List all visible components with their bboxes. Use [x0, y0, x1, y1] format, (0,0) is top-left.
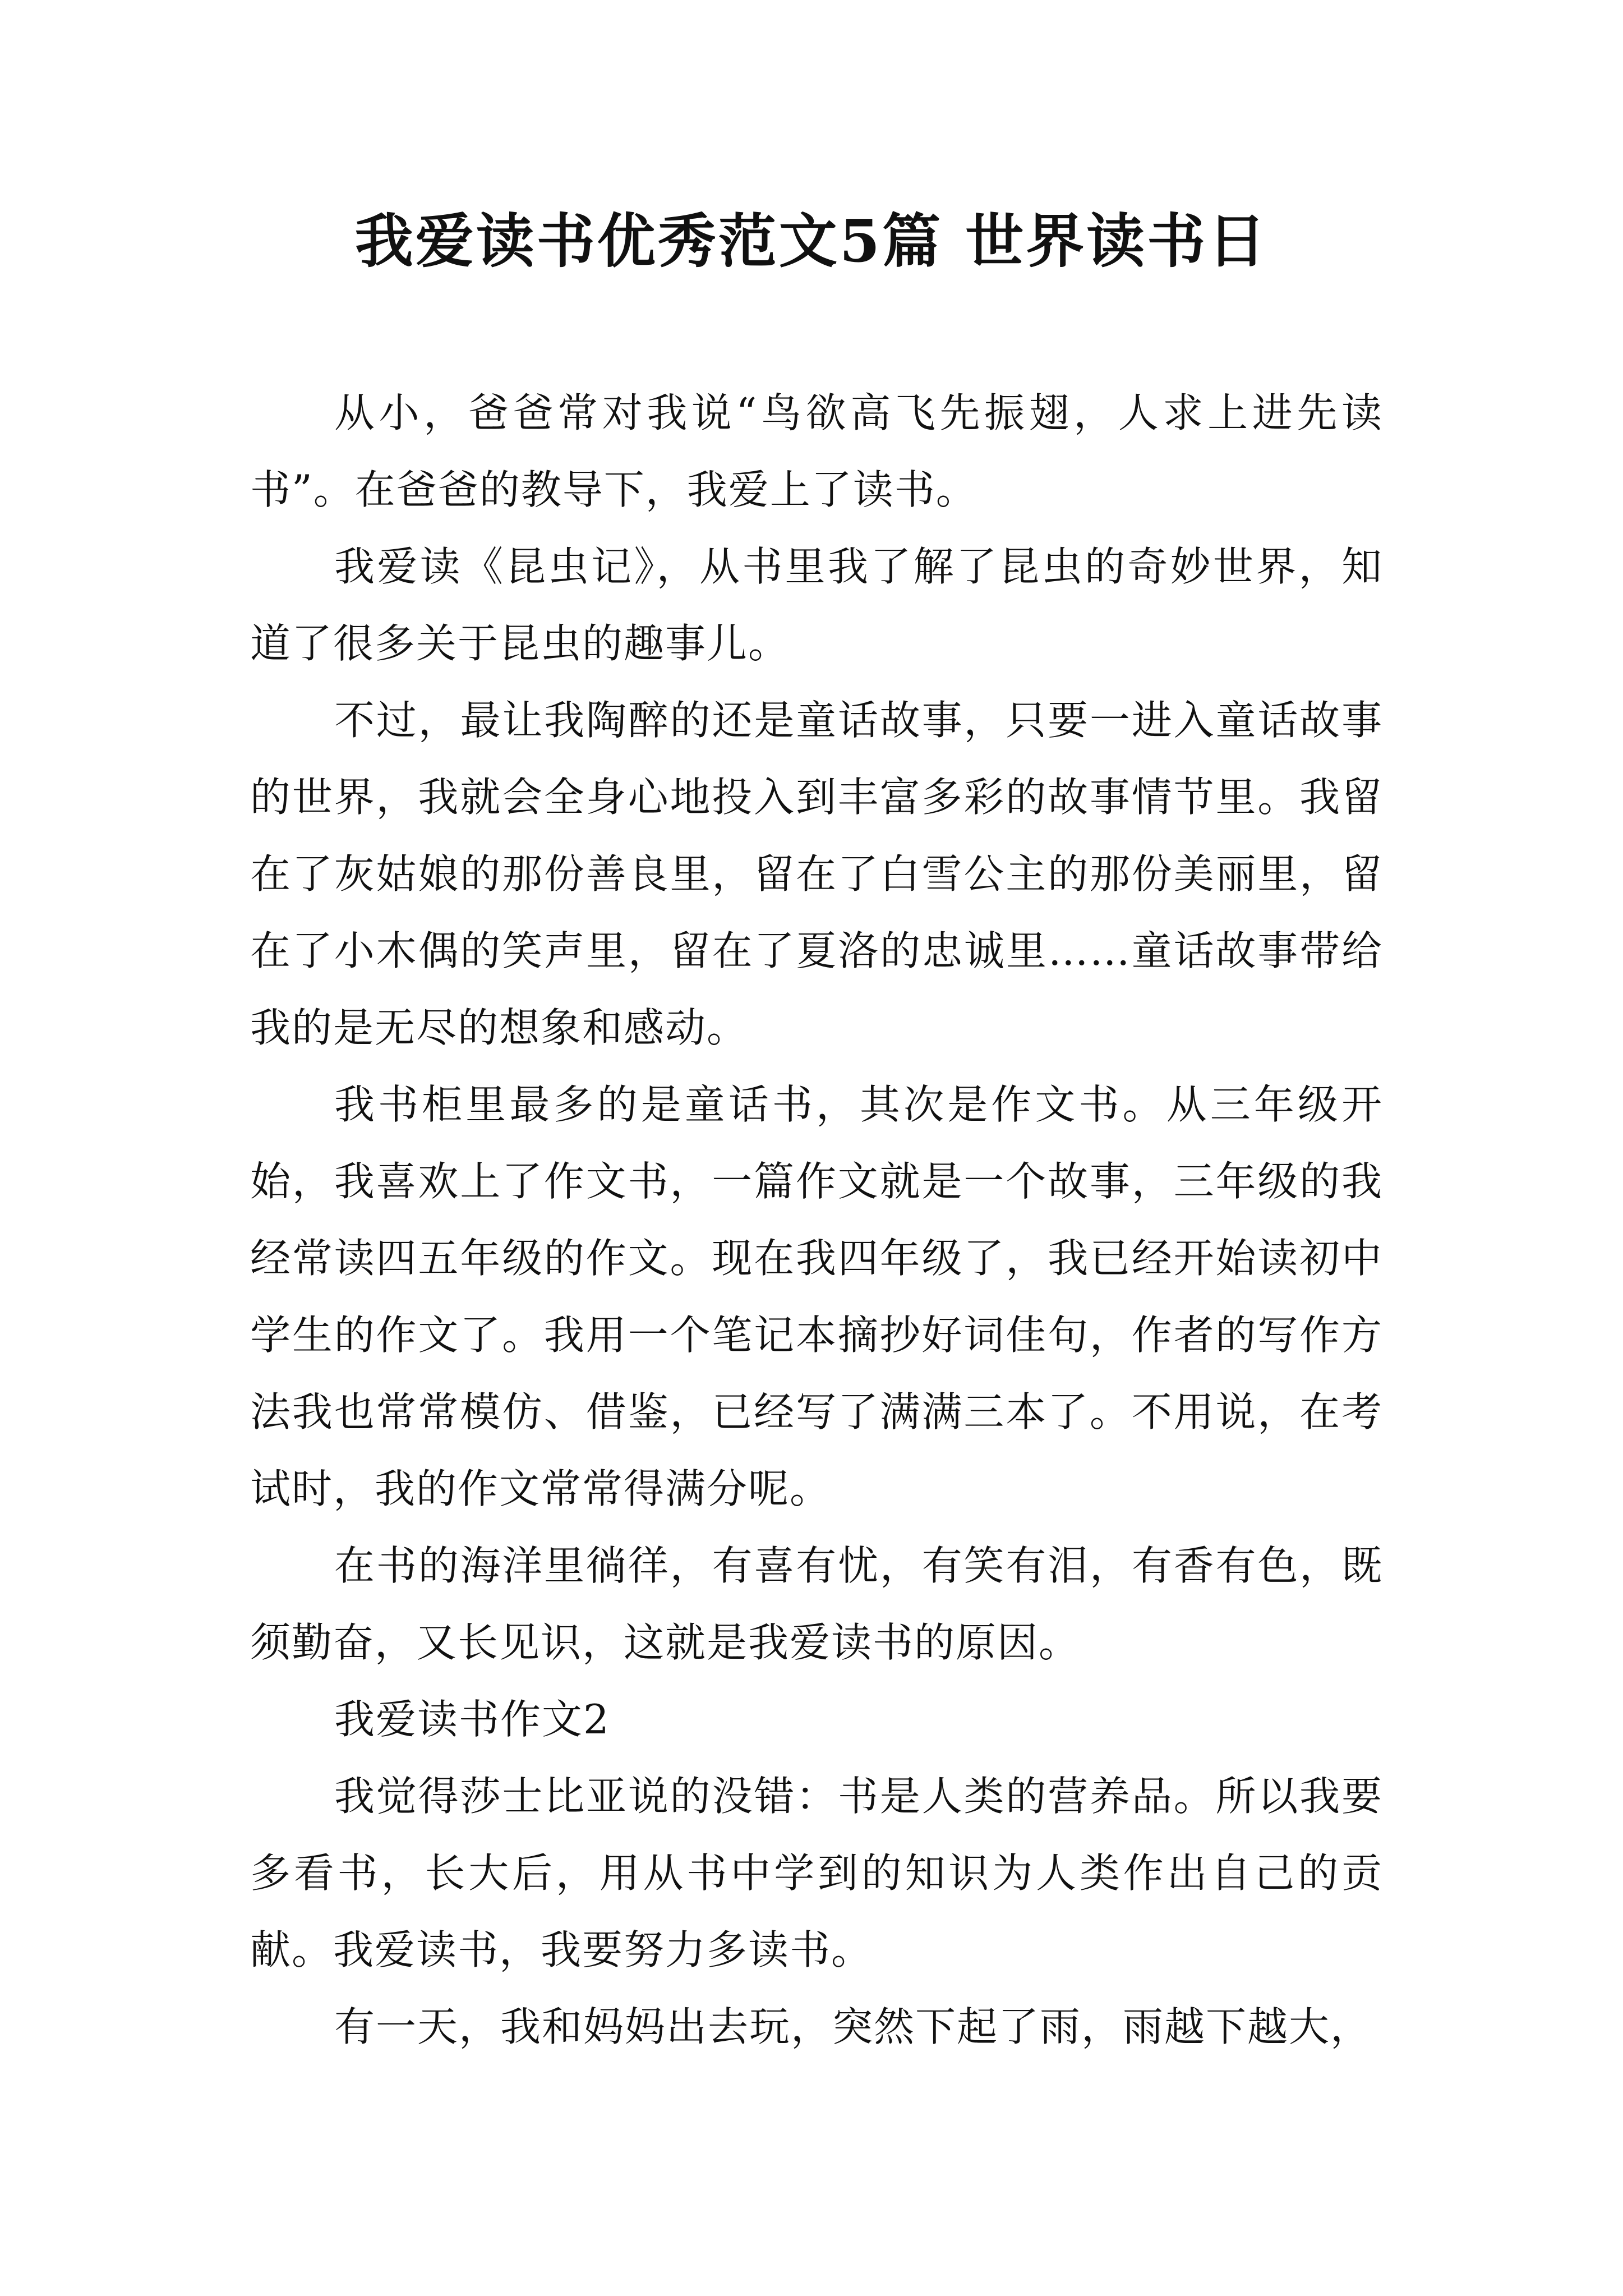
paragraph-7: 有一天，我和妈妈出去玩，突然下起了雨，雨越下越大， [334, 2003, 1372, 2050]
document-title: 我爱读书优秀范文5篇 世界读书日 [354, 206, 1269, 275]
paragraph-2: 我爱读《昆虫记》，从书里我了解了昆虫的奇妙世界，知道了很多关于昆虫的趣事儿。 [250, 543, 1383, 667]
paragraph-5: 在书的海洋里徜徉，有喜有忧，有笑有泪，有香有色，既须勤奋，又长见识，这就是我爱读书的原因。 [250, 1542, 1383, 1666]
paragraph-4: 我书柜里最多的是童话书，其次是作文书。从三年级开始，我喜欢上了作文书，一篇作文就是一个故事，三年级的我经常读四五年级的作文。现在我四年级了，我已经开始读初中学生的作文了。我用一个笔记本摘抄好词佳句，作者的写作方法我也常常模仿、借鉴，已经写了满满三本了。不用说，在考试时，我的作文常常得满分呢。 [250, 1081, 1383, 1512]
paragraph-3: 不过，最让我陶醉的还是童话故事，只要一进入童话故事的世界，我就会全身心地投入到丰富多彩的故事情节里。我留在了灰姑娘的那份善良里，留在了白雪公主的那份美丽里，留在了小木偶的笑声里，留在了夏洛的忠诚里……童话故事带给我的是无尽的想象和感动。 [250, 697, 1383, 1051]
section-heading-essay-2: 我爱读书作文2 [334, 1696, 610, 1743]
paragraph-1: 从小，爸爸常对我说“鸟欲高飞先振翅，人求上进先读书”。在爸爸的教导下，我爱上了读书。 [250, 389, 1383, 513]
paragraph-6: 我觉得莎士比亚说的没错：书是人类的营养品。所以我要多看书，长大后，用从书中学到的知识为人类作出自己的贡献。我爱读书，我要努力多读书。 [250, 1773, 1383, 1973]
document-body [250, 375, 1383, 2065]
